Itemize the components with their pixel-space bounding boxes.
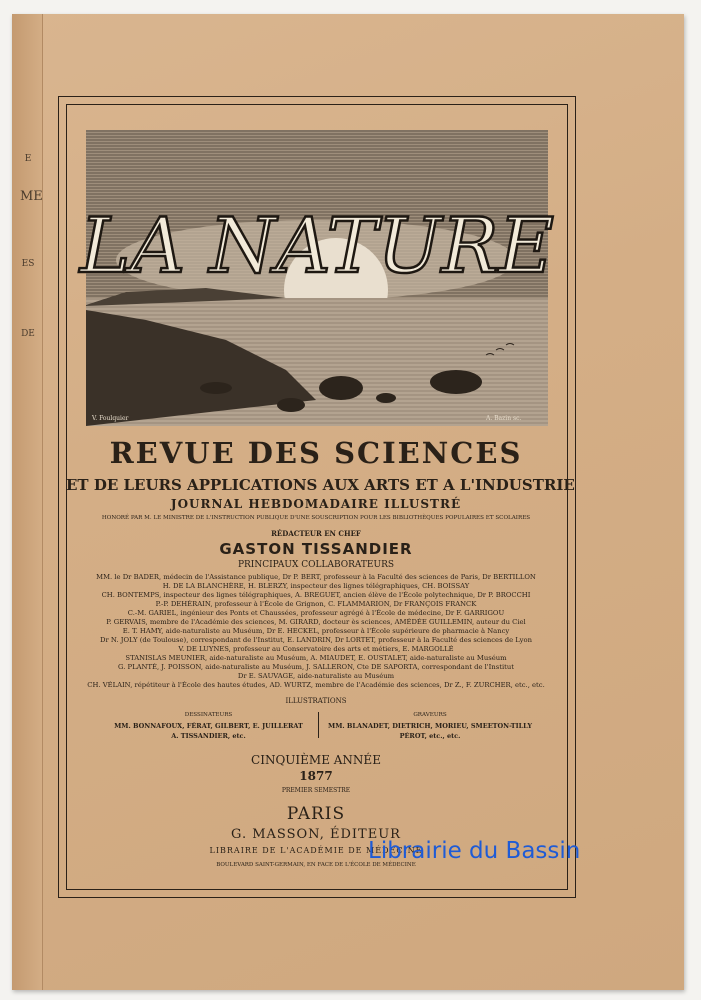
sunset-seascape — [79, 130, 555, 426]
collaborator-line: Dr E. SAUVAGE, aide-naturaliste au Muséum — [237, 672, 395, 680]
illustrations-divider — [318, 712, 319, 738]
subtitle-applications: ET DE LEURS APPLICATIONS AUX ARTS ET A L'INDUSTRIE — [66, 476, 575, 494]
spine-letter: ES — [21, 259, 35, 269]
collaborator-line: V. DE LUYNES, professeur au Conservatoire des arts et métiers, E. MARGOLLÉ — [178, 645, 454, 653]
collaborator-line: Dr N. JOLY (de Toulouse), correspondant de l'Institut, E. LANDRIN, Dr LORTET, professeur à la Faculté des sciences de Lyon — [100, 636, 532, 644]
collaborators-label: PRINCIPAUX COLLABORATEURS — [237, 560, 395, 570]
subtitle-journal: JOURNAL HEBDOMADAIRE ILLUSTRÉ — [170, 497, 462, 511]
engravers-line: PÉROT, etc., etc. — [399, 732, 461, 740]
spine-letter: DE — [21, 329, 35, 339]
semester: PREMIER SEMESTRE — [281, 787, 351, 794]
drawers-line: A. TISSANDIER, etc. — [171, 732, 246, 740]
drawers-line: MM. BONNAFOUX, FÉRAT, GILBERT, E. JUILLERAT — [114, 722, 303, 730]
year-label: CINQUIÈME ANNÉE — [251, 753, 381, 767]
honor-note: HONORÉ PAR M. LE MINISTRE DE L'INSTRUCTION PUBLIQUE D'UNE SOUSCRIPTION POUR LES BIBLIOTHÈQUES POPULAIRES ET SCOLAIRES — [101, 515, 531, 521]
drawers-label: DESSINATEURS — [184, 712, 233, 718]
engravers-label: GRAVEURS — [413, 712, 447, 718]
collaborator-line: P. GERVAIS, membre de l'Académie des sciences, M. GIRARD, docteur ès sciences, AMÉDÉE GUILLEMIN, auteur du Ciel — [106, 618, 526, 626]
collaborator-line: STANISLAS MEUNIER, aide-naturaliste au Muséum, A. MIAUDET, E. OUSTALET, aide-naturaliste au Muséum — [125, 654, 507, 662]
illustrations-label: ILLUSTRATIONS — [285, 697, 347, 705]
collaborator-line: P.-P. DEHÉRAIN, professeur à l'École de Grignon, C. FLAMMARION, Dr FRANÇOIS FRANCK — [155, 600, 477, 608]
editor-label: RÉDACTEUR EN CHEF — [271, 529, 361, 538]
masthead-engraving — [79, 130, 555, 426]
edition-year: 1877 — [299, 769, 333, 783]
spine-letter: E — [24, 154, 32, 164]
engraving-signature-right: A. Bazin sc. — [486, 415, 522, 422]
collaborator-line: CH. BONTEMPS, inspecteur des lignes télégraphiques, A. BREGUET, ancien élève de l'École polytechnique, Dr P. BROCCHI — [101, 591, 531, 599]
spine-edge — [12, 14, 43, 990]
collaborator-line: MM. le Dr BADER, médecin de l'Assistance publique, Dr P. BERT, professeur à la Faculté des sciences de Paris, Dr BERTILLON — [96, 573, 536, 581]
editor-name: GASTON TISSANDIER — [219, 540, 413, 558]
spine-letter: ME — [20, 189, 43, 204]
engravers-line: MM. BLANADET, DIETRICH, MORIEU, SMEETON-TILLY — [328, 722, 532, 730]
publisher-address: BOULEVARD SAINT-GERMAIN, EN FACE DE L'ÉCOLE DE MÉDECINE — [216, 862, 416, 868]
collaborator-line: E. T. HAMY, aide-naturaliste au Muséum, Dr E. HECKEL, professeur à l'École supérieure de pharmacie à Nancy — [122, 627, 510, 635]
subtitle-revue: REVUE DES SCIENCES — [109, 436, 523, 470]
publisher-name: G. MASSON, ÉDITEUR — [231, 827, 401, 842]
publisher-city: PARIS — [286, 804, 346, 824]
collaborator-line: H. DE LA BLANCHÈRE, H. BLERZY, inspecteur des lignes télégraphiques, CH. BOISSAY — [162, 582, 470, 590]
collaborator-line: CH. VÉLAIN, répétiteur à l'École des hautes études, AD. WURTZ, membre de l'Académie des sciences, Dr Z., F. ZURCHER, etc., etc. — [87, 681, 545, 689]
collaborator-line: C.-M. GARIEL, ingénieur des Ponts et Chaussées, professeur agrégé à l'École de médecine, Dr F. GARRIGOU — [127, 609, 505, 617]
publisher-line: LIBRAIRE DE L'ACADÉMIE DE MÉDECINE — [209, 846, 423, 855]
engraving-signature-left: V. Foulquier — [92, 415, 129, 422]
collaborator-line: G. PLANTÉ, J. POISSON, aide-naturaliste au Muséum, J. SALLERON, Cte DE SAPORTA, correspondant de l'Institut — [118, 663, 514, 671]
seller-watermark: Librairie du Bassin — [368, 838, 581, 864]
masthead-title: LA NATURE — [79, 201, 555, 290]
